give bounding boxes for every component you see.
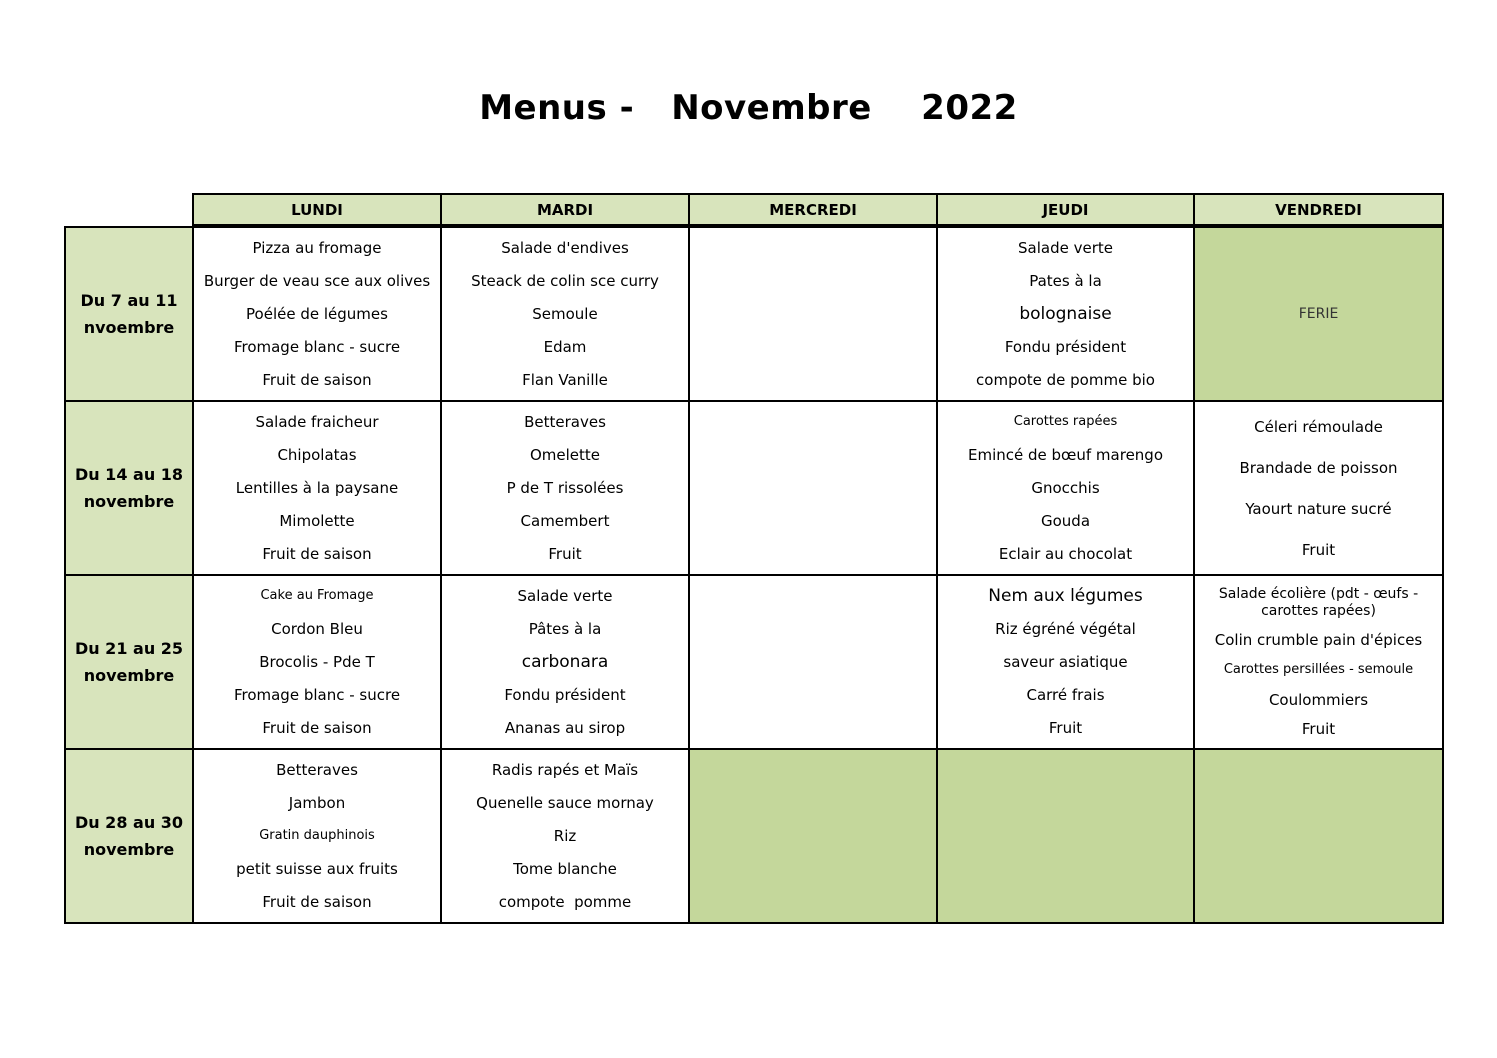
menu-item: Fruit de saison: [262, 892, 372, 911]
header-vendredi: VENDREDI: [1193, 193, 1444, 226]
menu-item: Edam: [543, 337, 587, 356]
menu-item: Colin crumble pain d'épices: [1214, 631, 1423, 650]
menu-item: Carottes rapées: [1013, 414, 1118, 430]
menu-item: Nem aux légumes: [988, 586, 1143, 607]
week-label-line1: Du 7 au 11: [80, 291, 178, 310]
menu-item: Yaourt nature sucré: [1245, 499, 1392, 518]
menu-item: Ananas au sirop: [504, 718, 626, 737]
week-label-line2: novembre: [83, 840, 175, 859]
menu-item: Fruit de saison: [262, 544, 372, 563]
day-header-row: [192, 193, 1444, 226]
menu-cell-jeudi: [936, 226, 1195, 402]
menu-item: Flan Vanille: [522, 370, 608, 389]
menu-cell-mardi: [440, 748, 690, 924]
menu-item: Mimolette: [279, 511, 355, 530]
menu-item: Betteraves: [276, 761, 358, 780]
menu-item: Quenelle sauce mornay: [476, 794, 654, 813]
menu-item: Cordon Bleu: [271, 620, 363, 639]
menu-item: Carottes persillées - semoule: [1223, 661, 1414, 677]
menu-item: Fromage blanc - sucre: [233, 337, 401, 356]
menu-item: Betteraves: [524, 413, 606, 432]
menu-item: saveur asiatique: [1003, 652, 1128, 671]
menu-item: Fromage blanc - sucre: [233, 685, 401, 704]
menu-item: Pates à la: [1029, 272, 1102, 291]
menu-item: Emincé de bœuf marengo: [967, 446, 1164, 465]
menu-item: Riz égréné végétal: [995, 620, 1136, 639]
menu-cell-lundi: [192, 574, 442, 750]
menu-item: Eclair au chocolat: [998, 544, 1133, 563]
menu-item: Salade verte: [517, 587, 613, 606]
page-title: Menus - Novembre 2022: [479, 88, 1018, 128]
header-mardi: MARDI: [440, 193, 690, 226]
menu-item: Jambon: [288, 794, 346, 813]
menu-item: Gratin dauphinois: [259, 827, 375, 843]
menu-item: Fondu président: [504, 685, 626, 704]
menu-table: [64, 226, 1444, 924]
menu-cell-mardi: [440, 400, 690, 576]
menu-cell-mercredi: [688, 574, 938, 750]
menu-cell-mercredi: [688, 400, 938, 576]
menu-item: Tome blanche: [513, 859, 617, 878]
menu-cell-jeudi: [936, 748, 1195, 924]
menu-item: Pâtes à la: [528, 620, 602, 639]
menu-item: Fruit: [548, 544, 582, 563]
menu-item: Camembert: [520, 511, 610, 530]
holiday-label: FERIE: [1298, 306, 1339, 322]
menu-item: Gouda: [1040, 511, 1091, 530]
menu-cell-vendredi: [1193, 574, 1444, 750]
menu-item: Chipolatas: [277, 446, 357, 465]
menu-item: Salade d'endives: [501, 239, 629, 258]
menu-item: Riz: [553, 826, 577, 845]
menu-cell-vendredi: [1193, 226, 1444, 402]
menu-item: carbonara: [521, 651, 609, 672]
week-label: [64, 748, 194, 924]
menu-item: Semoule: [532, 304, 598, 323]
menu-item: Salade fraicheur: [255, 413, 379, 432]
menu-item: Fruit de saison: [262, 370, 372, 389]
menu-cell-mardi: [440, 226, 690, 402]
week-row: [64, 400, 1444, 576]
week-label-line1: Du 28 au 30: [74, 813, 184, 832]
menu-item: Brandade de poisson: [1239, 458, 1398, 477]
menu-item: Poélée de légumes: [246, 304, 388, 323]
menu-item: compote pomme: [498, 892, 632, 911]
menu-item: Radis rapés et Maïs: [491, 761, 639, 780]
menu-item: Fruit: [1301, 540, 1336, 559]
menu-item: Gnocchis: [1031, 478, 1100, 497]
header-mercredi: MERCREDI: [688, 193, 938, 226]
menu-item: Pizza au fromage: [252, 239, 382, 258]
menu-cell-lundi: [192, 400, 442, 576]
menu-cell-mercredi: [688, 748, 938, 924]
week-label-line1: Du 14 au 18: [74, 465, 184, 484]
menu-item: Céleri rémoulade: [1254, 417, 1383, 436]
menu-item: Carré frais: [1026, 685, 1105, 704]
menu-cell-mardi: [440, 574, 690, 750]
menu-item: compote de pomme bio: [976, 370, 1155, 389]
menu-item: bolognaise: [1019, 303, 1112, 324]
menu-item: petit suisse aux fruits: [236, 859, 398, 878]
week-label: [64, 226, 194, 402]
menu-cell-jeudi: [936, 574, 1195, 750]
menu-cell-lundi: [192, 226, 442, 402]
week-label-line2: novembre: [83, 666, 175, 685]
menu-cell-mercredi: [688, 226, 938, 402]
week-label: [64, 574, 194, 750]
menu-item: Fruit de saison: [262, 718, 372, 737]
menu-item: P de T rissolées: [506, 478, 624, 497]
menu-cell-lundi: [192, 748, 442, 924]
menu-item: Lentilles à la paysane: [235, 478, 399, 497]
menu-item: Cake au Fromage: [260, 588, 374, 604]
menu-item: Fondu président: [1004, 337, 1127, 356]
menu-item: Salade verte: [1018, 239, 1113, 258]
week-row: [64, 226, 1444, 402]
week-row: [64, 574, 1444, 750]
header-jeudi: JEUDI: [936, 193, 1195, 226]
menu-cell-jeudi: [936, 400, 1195, 576]
menu-cell-vendredi: [1193, 400, 1444, 576]
header-lundi: LUNDI: [192, 193, 442, 226]
menu-item: Salade écolière (pdt - œufs - carottes rapées): [1218, 585, 1419, 619]
week-label-line1: Du 21 au 25: [74, 639, 184, 658]
menu-item: Steack de colin sce curry: [471, 272, 659, 291]
menu-item: Burger de veau sce aux olives: [203, 272, 431, 291]
menu-item: Brocolis - Pde T: [259, 652, 375, 671]
menu-item: Omelette: [529, 446, 601, 465]
menu-cell-vendredi: [1193, 748, 1444, 924]
menu-item: Fruit: [1301, 720, 1336, 739]
menu-item: Fruit: [1048, 718, 1083, 737]
week-row: [64, 748, 1444, 924]
menu-item: Coulommiers: [1268, 690, 1369, 709]
week-label-line2: novembre: [83, 492, 175, 511]
week-label: [64, 400, 194, 576]
week-label-line2: nvoembre: [83, 318, 175, 337]
